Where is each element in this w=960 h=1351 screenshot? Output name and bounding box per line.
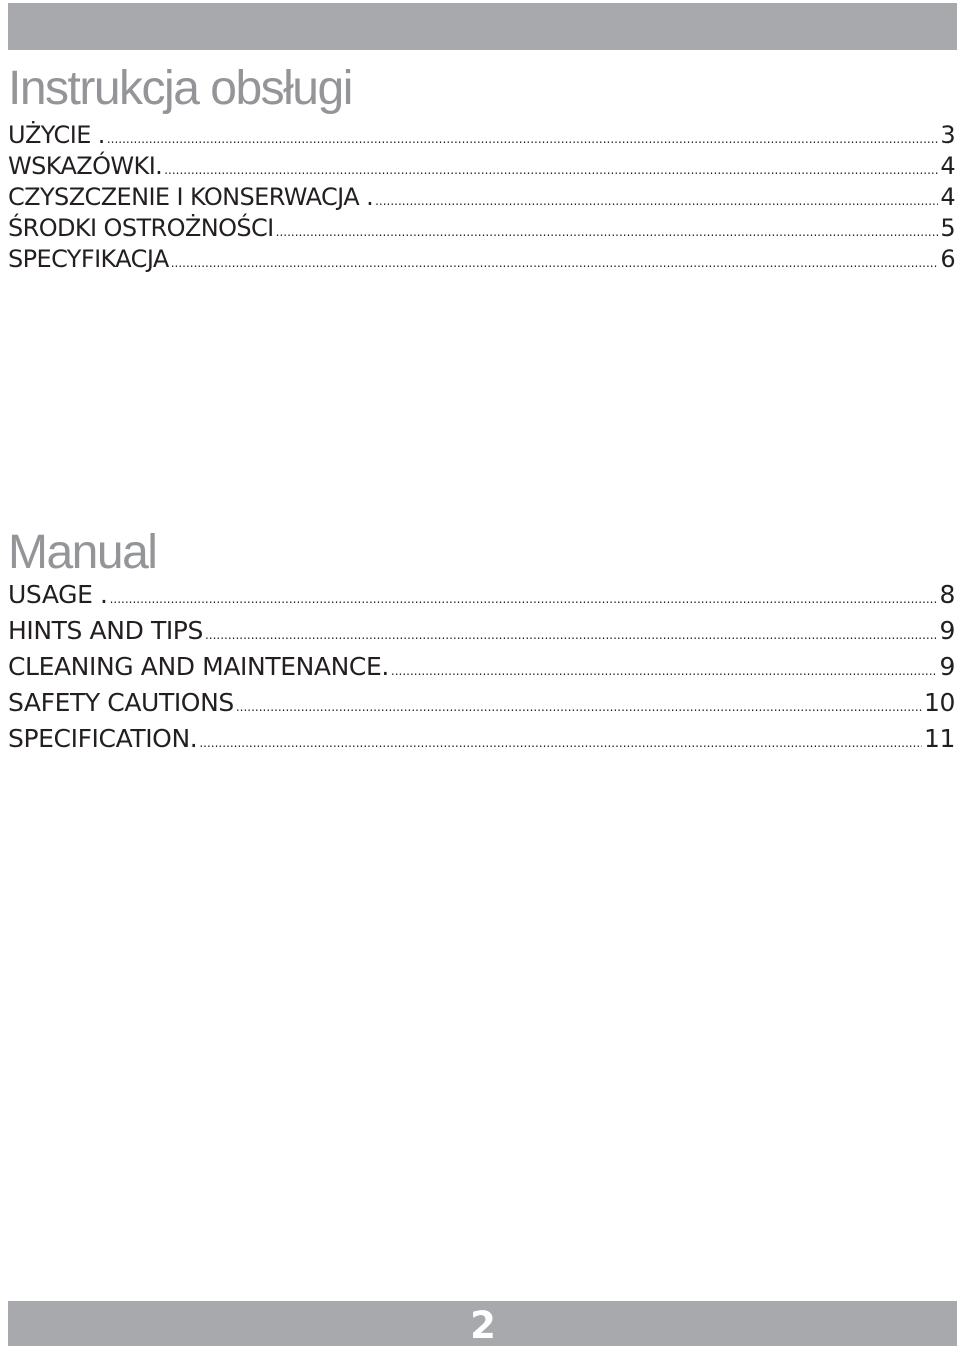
toc-dot-leader [199,725,922,757]
toc-entry-page: 3 [940,121,955,149]
toc-dot-leader [110,581,938,613]
page-number: 2 [470,1304,495,1347]
toc-entry-label: CZYSZCZENIE I KONSERWACJA . [8,183,374,211]
toc-entry-page: 8 [939,580,955,609]
toc-entry-page: 4 [940,152,955,180]
toc-entry-page: 6 [940,245,955,273]
toc-entry[interactable] [8,244,955,275]
toc-entry[interactable] [8,649,955,685]
toc-entry[interactable] [8,613,955,649]
footer-bar [8,1301,957,1346]
toc-dot-leader [205,617,938,649]
toc-section-english [8,524,955,757]
toc-dot-leader [171,248,939,275]
toc-list [8,577,955,757]
toc-entry-label: ŚRODKI OSTROŻNOŚCI [8,214,274,242]
toc-dot-leader [375,186,938,213]
toc-entry[interactable] [8,120,955,151]
toc-entry[interactable] [8,577,955,613]
toc-dot-leader [276,217,939,244]
toc-dot-leader [107,124,939,151]
toc-entry-page: 9 [939,616,955,645]
toc-entry-page: 5 [940,214,955,242]
toc-entry[interactable] [8,685,955,721]
toc-dot-leader [164,155,938,182]
section-title: Instrukcja obsługi [8,62,352,115]
toc-entry-label: SPECYFIKACJA [8,245,169,273]
toc-dot-leader [236,689,922,721]
toc-entry-label: CLEANING AND MAINTENANCE. [8,652,389,681]
toc-entry-page: 4 [940,183,955,211]
toc-entry-page: 10 [923,688,955,717]
toc-list [8,120,955,275]
toc-entry[interactable] [8,721,955,757]
toc-entry[interactable] [8,213,955,244]
toc-entry-label: UŻYCIE . [8,121,105,149]
toc-dot-leader [391,653,938,685]
header-bar [8,3,957,50]
toc-entry[interactable] [8,182,955,213]
toc-entry-label: USAGE . [8,580,108,609]
toc-entry-page: 11 [923,724,955,753]
toc-entry-label: SAFETY CAUTIONS [8,688,234,717]
toc-entry-page: 9 [939,652,955,681]
toc-entry-label: SPECIFICATION. [8,724,198,753]
toc-entry[interactable] [8,151,955,182]
toc-section-polish [8,60,955,275]
toc-entry-label: WSKAZÓWKI. [8,152,163,180]
toc-entry-label: HINTS AND TIPS [8,616,203,645]
section-title: Manual [8,526,157,579]
